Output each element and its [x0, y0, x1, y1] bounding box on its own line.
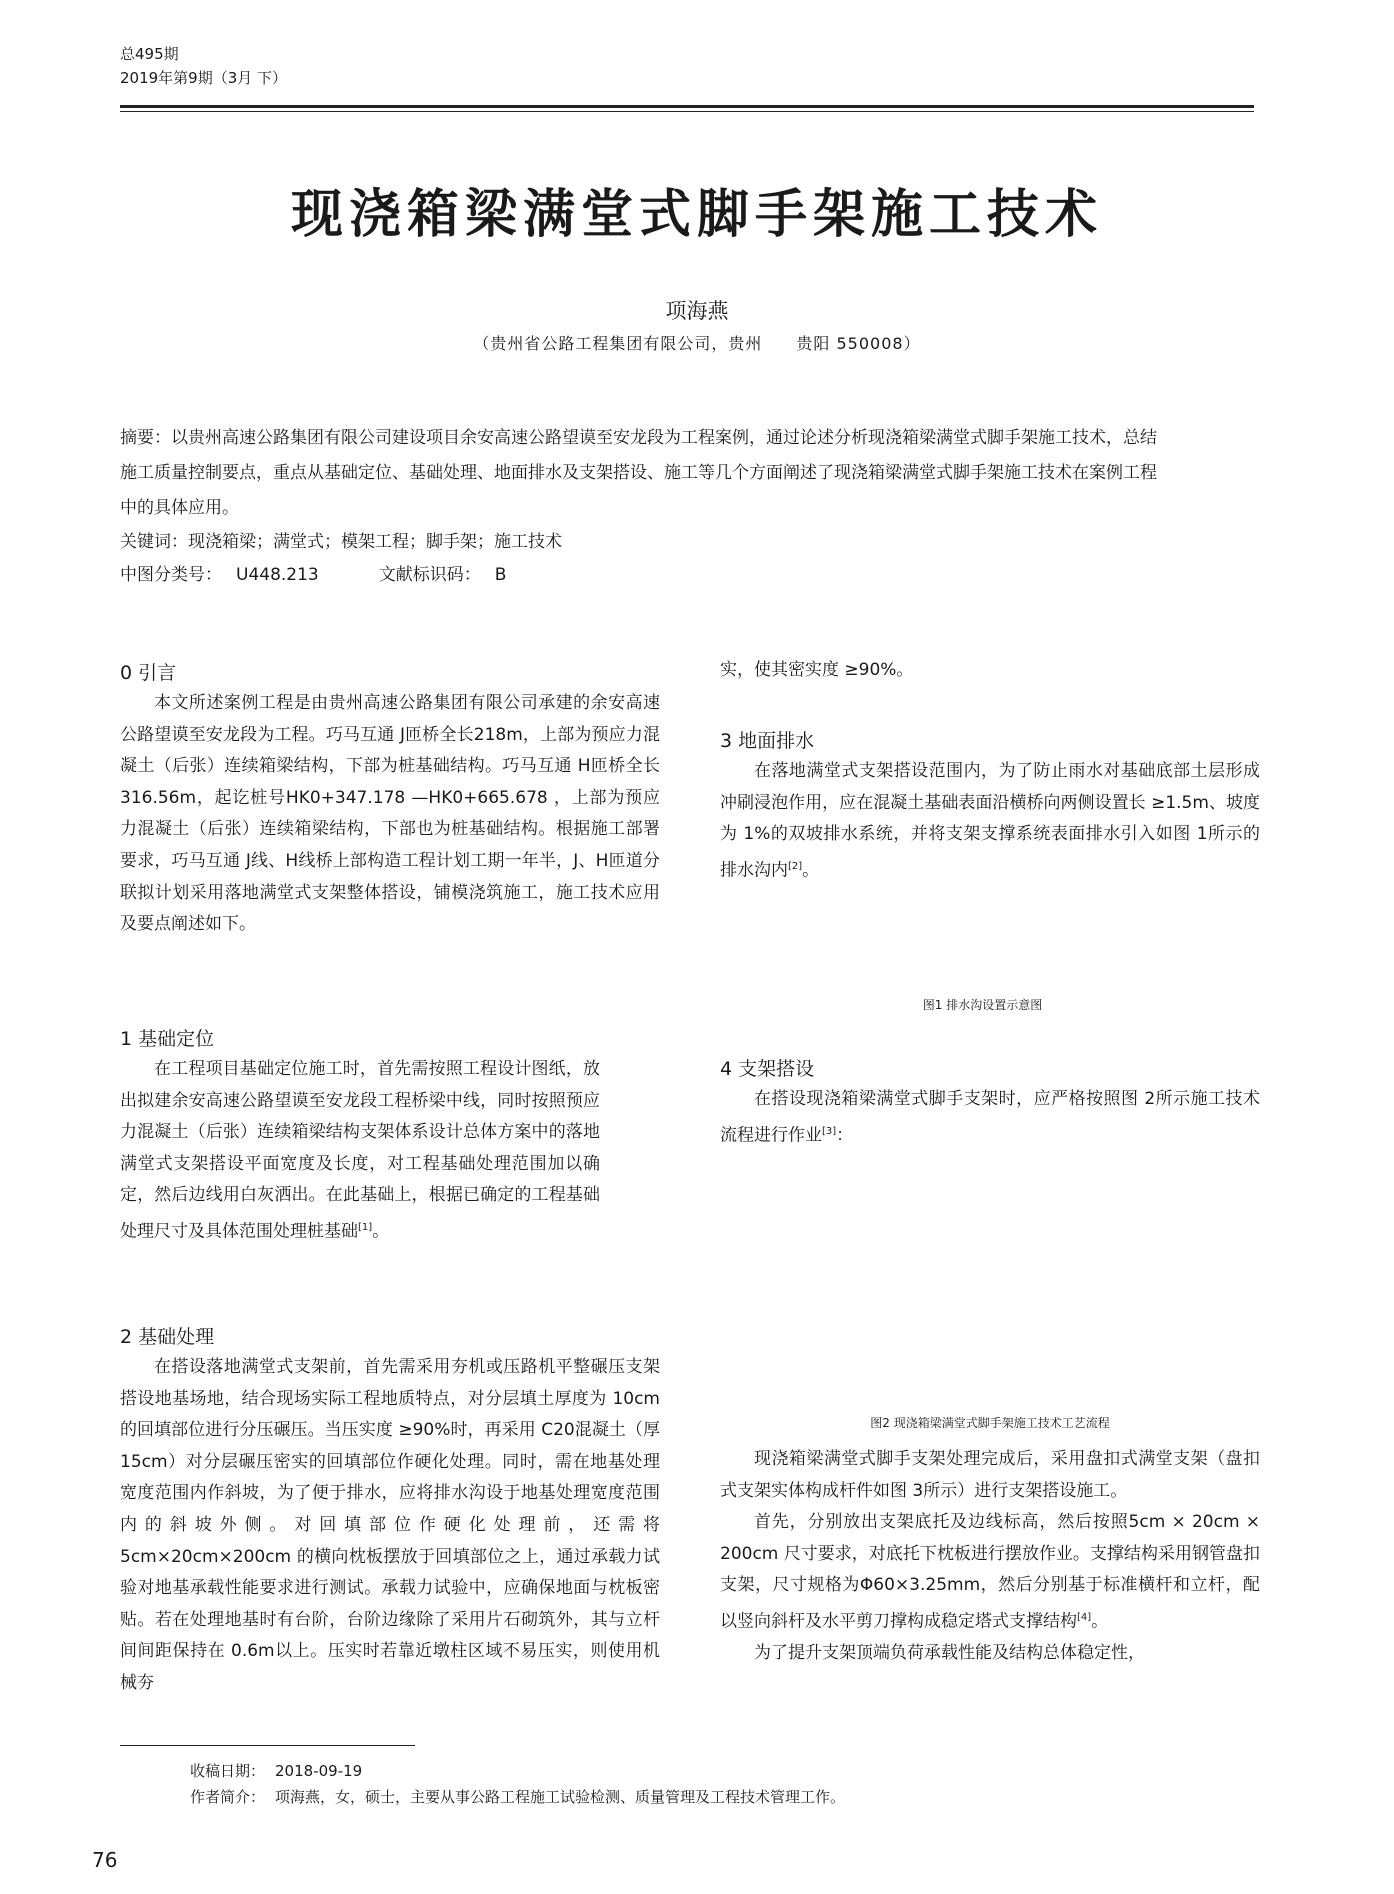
left-column: [120, 660, 660, 941]
scaffold-paragraph-3: 首先，分别放出支架底托及边线标高，然后按照5cm × 20cm × 200cm 尺寸要求，对底托下枕板进行摆放作业。支撑结构采用钢管盘扣支架，尺寸规格为Φ60×3.25mm，然后分别基于标准横杆和立杆，配以竖向斜杆及水平剪刀撑构成稳定塔式支撑结构[4]。: [720, 1512, 1260, 1632]
abstract-paragraph: [120, 421, 1170, 526]
bio-value: 项海燕，女，硕士，主要从事公路工程施工试验检测、质量管理及工程技术管理工作。: [275, 1788, 846, 1806]
keywords-line: [120, 526, 1170, 559]
page-number: 76: [92, 1848, 118, 1872]
doc-code-label: 文献标识码：: [378, 565, 481, 585]
scaffold-erection-paragraph: 在搭设现浇箱梁满堂式脚手支架时，应严格按照图 2所示施工技术流程进行作业[3]：: [720, 1089, 1260, 1146]
right-column-sec3: [720, 728, 1260, 887]
figure-2-caption: 图2 现浇箱梁满堂式脚手架施工技术工艺流程: [870, 1416, 1110, 1430]
classification-line: [120, 559, 1170, 592]
intro-paragraph: 本文所述案例工程是由贵州高速公路集团有限公司承建的余安高速公路望谟至安龙段为工程。巧马互通 J匝桥全长218m，上部为预应力混凝土（后张）连续箱梁结构，下部为桩基础结构。巧马互通 H匝桥全长 316.56m，起讫桩号HK0+347.178 —HK0+665.678 ，上部为预应力混凝土（后张）连续箱梁结构，下部也为桩基础结构。根据施工部署要求，巧马互通 J线、H线桥上部构造工程计划工期一年半，J、H匝道分联拟计划采用落地满堂式支架整体搭设，铺模浇筑施工，施工技术应用及要点阐述如下。: [120, 693, 660, 935]
abstract-block: [120, 421, 1170, 592]
received-date-line: [190, 1758, 362, 1784]
drainage-paragraph: 在落地满堂式支架搭设范围内，为了防止雨水对基础底部土层形成冲刷浸泡作用，应在混凝土基础表面沿横桥向两侧设置长 ≥1.5m、坡度为 1%的双坡排水系统，并将支架支撑系统表面排水引入如图 1所示的排水沟内[2]。: [720, 761, 1260, 881]
footnote-rule: [120, 1745, 415, 1746]
doc-code-value: B: [494, 565, 507, 585]
header-rule-thick: [120, 105, 1254, 108]
foundation-treatment-paragraph: 在搭设落地满堂式支架前，首先需采用夯机或压路机平整碾压支架搭设地基场地，结合现场实际工程地质特点，对分层填土厚度为 10cm的回填部位进行分压碾压。当压实度 ≥90%时，再采用 C20混凝土（厚 15cm）对分层碾压密实的回填部位作硬化处理。同时，需在地基处理宽度范围内作斜坡，为了便于排水，应将排水沟设于地基处理宽度范围内的斜坡外侧。对回填部位作硬化处理前，还需将5cm×20cm×200cm 的横向枕板摆放于回填部位之上，通过承载力试验对地基承载性能要求进行测试。承载力试验中，应确保地面与枕板密贴。若在处理地基时有台阶，台阶边缘除了采用片石砌筑外，其与立杆间间距保持在 0.6m以上。压实时若靠近墩柱区域不易压实，则使用机械夯: [120, 1357, 660, 1693]
paper-title: 现浇箱梁满堂式脚手架施工技术: [290, 185, 1103, 245]
received-value: 2018-09-19: [275, 1762, 363, 1780]
citation-4: [4]: [1077, 1611, 1092, 1623]
author-bio-line: [190, 1784, 845, 1810]
keywords-text: 现浇箱梁；满堂式；模架工程；脚手架；施工技术: [188, 532, 562, 552]
right-column-top: [720, 655, 1265, 687]
bio-label: 作者简介：: [190, 1788, 266, 1806]
scaffold-paragraph-4: 为了提升支架顶端负荷承载性能及结构总体稳定性，: [754, 1643, 1145, 1664]
issue-date: 2019年第9期（3月 下）: [120, 69, 288, 87]
abstract-text: 以贵州高速公路集团有限公司建设项目余安高速公路望谟至安龙段为工程案例，通过论述分析现浇箱梁满堂式脚手架施工技术，总结施工质量控制要点，重点从基础定位、基础处理、地面排水及支架搭设、施工等几个方面阐述了现浇箱梁满堂式脚手架施工技术在案例工程中的具体应用。: [120, 428, 1157, 518]
classification-value: U448.213: [236, 565, 319, 585]
issue-total: 总495期: [120, 45, 179, 63]
left-column-sec2: [120, 1324, 660, 1700]
citation-1: [1]: [358, 1221, 373, 1233]
continued-text: 实，使其密实度 ≥90%。: [720, 660, 914, 680]
header-rule-thin: [120, 111, 1254, 112]
abstract-label: 摘要：: [120, 428, 171, 448]
scaffold-paragraph-2: 现浇箱梁满堂式脚手支架处理完成后，采用盘扣式满堂支架（盘扣式支架实体构成杆件如图 3所示）进行支架搭设施工。: [720, 1449, 1260, 1501]
citation-2: [2]: [788, 860, 803, 872]
paper-author: 项海燕: [665, 299, 729, 323]
section-heading-scaffold-erection: 4 支架搭设: [720, 1058, 815, 1080]
left-column-sec1: [120, 1026, 600, 1248]
section-heading-foundation-positioning: 1 基础定位: [120, 1028, 215, 1050]
keywords-label: 关键词：: [120, 532, 188, 552]
right-column-sec4: [720, 1056, 1260, 1152]
received-label: 收稿日期：: [190, 1762, 266, 1780]
figure-1-caption: 图1 排水沟设置示意图: [922, 998, 1043, 1012]
foundation-positioning-paragraph: 在工程项目基础定位施工时，首先需按照工程设计图纸，放出拟建余安高速公路望谟至安龙段工程桥梁中线，同时按照预应力混凝土（后张）连续箱梁结构支架体系设计总体方案中的落地满堂式支架搭设平面宽度及长度，对工程基础处理范围加以确定，然后边线用白灰洒出。在此基础上，根据已确定的工程基础处理尺寸及具体范围处理桩基础[1]。: [120, 1059, 600, 1242]
section-heading-drainage: 3 地面排水: [720, 730, 815, 752]
author-affiliation: （贵州省公路工程集团有限公司，贵州 贵阳 550008）: [473, 334, 921, 353]
section-heading-intro: 0 引言: [120, 662, 177, 684]
citation-3: [3]: [822, 1125, 837, 1137]
section-heading-foundation-treatment: 2 基础处理: [120, 1326, 215, 1348]
right-column-bottom: [720, 1444, 1260, 1670]
classification-label: 中图分类号：: [120, 565, 222, 585]
